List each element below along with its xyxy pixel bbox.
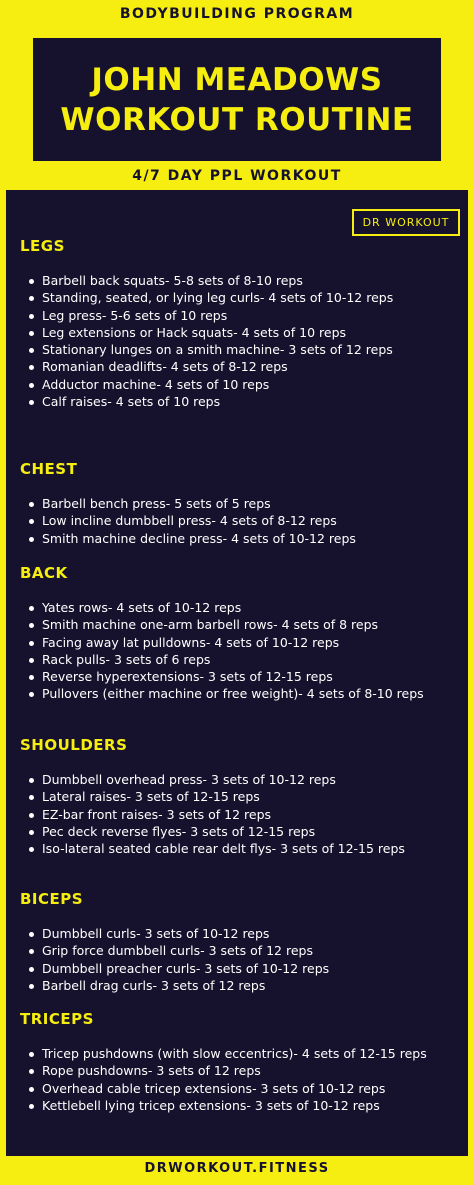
bullet-icon <box>29 606 34 611</box>
section-triceps <box>20 1010 460 1114</box>
bullet-icon <box>29 502 34 507</box>
list-item <box>20 806 460 823</box>
exercise-list <box>20 272 460 410</box>
section-title: CHEST <box>20 460 78 478</box>
program-label: BODYBUILDING PROGRAM <box>119 6 355 22</box>
list-item <box>20 1045 460 1062</box>
exercise-text: Dumbbell curls- 3 sets of 10-12 reps <box>42 926 270 941</box>
list-item <box>20 840 460 857</box>
bullet-icon <box>29 519 34 524</box>
exercise-text: Iso-lateral seated cable rear delt flys- 3 sets of 12-15 reps <box>42 841 405 857</box>
bullet-icon <box>29 400 34 405</box>
exercise-text: Dumbbell overhead press- 3 sets of 10-12 reps <box>42 772 336 787</box>
bullet-icon <box>29 1052 34 1057</box>
exercise-text: Lateral raises- 3 sets of 12-15 reps <box>42 789 260 805</box>
list-item <box>20 495 460 512</box>
bullet-icon <box>29 795 34 800</box>
bullet-icon <box>29 658 34 663</box>
bullet-icon <box>29 383 34 388</box>
bullet-icon <box>29 830 34 835</box>
list-item <box>20 289 460 306</box>
brand-badge: DR WORKOUT <box>352 209 460 236</box>
exercise-text: Kettlebell lying tricep extensions- 3 sets of 10-12 reps <box>42 1097 380 1113</box>
list-item <box>20 512 460 529</box>
list-item <box>20 393 460 410</box>
bullet-icon <box>29 348 34 353</box>
bullet-icon <box>29 279 34 284</box>
list-item <box>20 960 460 977</box>
bullet-icon <box>29 314 34 319</box>
exercise-text: Pec deck reverse flyes- 3 sets of 12-15 reps <box>42 823 316 839</box>
exercise-list <box>20 599 460 703</box>
bullet-icon <box>29 949 34 954</box>
section-title: SHOULDERS <box>20 736 128 754</box>
exercise-text: Barbell bench press- 5 sets of 5 reps <box>42 496 271 511</box>
exercise-text: Stationary lunges on a smith machine- 3 sets of 12 reps <box>42 342 393 358</box>
exercise-text: EZ-bar front raises- 3 sets of 12 reps <box>42 806 272 822</box>
list-item <box>20 324 460 341</box>
exercise-text: Yates rows- 4 sets of 10-12 reps <box>42 600 242 615</box>
exercise-text: Calf raises- 4 sets of 10 reps <box>42 394 221 410</box>
list-item <box>20 925 460 942</box>
bullet-icon <box>29 967 34 972</box>
exercise-text: Smith machine one-arm barbell rows- 4 sets of 8 reps <box>42 617 379 633</box>
list-item <box>20 358 460 375</box>
exercise-text: Facing away lat pulldowns- 4 sets of 10-12 reps <box>42 634 340 650</box>
list-item <box>20 823 460 840</box>
section-chest <box>20 460 460 547</box>
section-back <box>20 564 460 703</box>
section-shoulders <box>20 736 460 857</box>
bullet-icon <box>29 1069 34 1074</box>
bullet-icon <box>29 1104 34 1109</box>
bullet-icon <box>29 778 34 783</box>
bullet-icon <box>29 641 34 646</box>
list-item <box>20 651 460 668</box>
list-item <box>20 341 460 358</box>
section-legs <box>20 237 460 410</box>
exercise-text: Rack pulls- 3 sets of 6 reps <box>42 651 211 667</box>
exercise-list <box>20 495 460 547</box>
bullet-icon <box>29 296 34 301</box>
bullet-icon <box>29 365 34 370</box>
bullet-icon <box>29 623 34 628</box>
exercise-text: Leg extensions or Hack squats- 4 sets of 10 reps <box>42 324 347 340</box>
list-item <box>20 376 460 393</box>
list-item <box>20 771 460 788</box>
list-item <box>20 616 460 633</box>
exercise-list <box>20 925 460 994</box>
bullet-icon <box>29 813 34 818</box>
bullet-icon <box>29 1087 34 1092</box>
list-item <box>20 634 460 651</box>
list-item <box>20 1097 460 1114</box>
exercise-text: Leg press- 5-6 sets of 10 reps <box>42 307 228 323</box>
list-item <box>20 1062 460 1079</box>
bullet-icon <box>29 932 34 937</box>
page-title-line-1: JOHN MEADOWS <box>91 61 383 98</box>
section-biceps <box>20 890 460 994</box>
bullet-icon <box>29 537 34 542</box>
bullet-icon <box>29 847 34 852</box>
list-item <box>20 977 460 994</box>
exercise-text: Grip force dumbbell curls- 3 sets of 12 reps <box>42 943 313 959</box>
page-title-line-2: WORKOUT ROUTINE <box>60 101 414 138</box>
exercise-text: Overhead cable tricep extensions- 3 sets of 10-12 reps <box>42 1080 386 1096</box>
exercise-list <box>20 1045 460 1114</box>
list-item <box>20 599 460 616</box>
list-item <box>20 307 460 324</box>
exercise-text: Adductor machine- 4 sets of 10 reps <box>42 376 270 392</box>
exercise-text: Pullovers (either machine or free weight)- 4 sets of 8-10 reps <box>42 686 424 702</box>
title-box <box>33 38 441 161</box>
exercise-text: Dumbbell preacher curls- 3 sets of 10-12 reps <box>42 960 330 976</box>
exercise-text: Romanian deadlifts- 4 sets of 8-12 reps <box>42 359 288 375</box>
list-item <box>20 272 460 289</box>
exercise-text: Barbell drag curls- 3 sets of 12 reps <box>42 977 266 993</box>
bullet-icon <box>29 692 34 697</box>
bullet-icon <box>29 984 34 989</box>
site-footer: DRWORKOUT.FITNESS <box>144 1161 330 1176</box>
list-item <box>20 788 460 805</box>
bullet-icon <box>29 675 34 680</box>
exercise-text: Reverse hyperextensions- 3 sets of 12-15 reps <box>42 669 333 685</box>
section-title: BICEPS <box>20 890 84 908</box>
bullet-icon <box>29 331 34 336</box>
list-item <box>20 1080 460 1097</box>
exercise-text: Low incline dumbbell press- 4 sets of 8-12 reps <box>42 513 337 529</box>
exercise-text: Barbell back squats- 5-8 sets of 8-10 reps <box>42 273 303 288</box>
exercise-text: Tricep pushdowns (with slow eccentrics)- 4 sets of 12-15 reps <box>42 1046 427 1061</box>
list-item <box>20 942 460 959</box>
section-title: LEGS <box>20 237 65 255</box>
section-title: BACK <box>20 564 68 582</box>
section-title: TRICEPS <box>20 1010 94 1028</box>
list-item <box>20 685 460 702</box>
list-item <box>20 668 460 685</box>
exercise-text: Standing, seated, or lying leg curls- 4 sets of 10-12 reps <box>42 290 394 306</box>
exercise-text: Smith machine decline press- 4 sets of 10-12 reps <box>42 530 356 546</box>
exercise-list <box>20 771 460 857</box>
list-item <box>20 530 460 547</box>
exercise-text: Rope pushdowns- 3 sets of 12 reps <box>42 1063 261 1079</box>
workout-subtitle: 4/7 DAY PPL WORKOUT <box>132 168 342 184</box>
